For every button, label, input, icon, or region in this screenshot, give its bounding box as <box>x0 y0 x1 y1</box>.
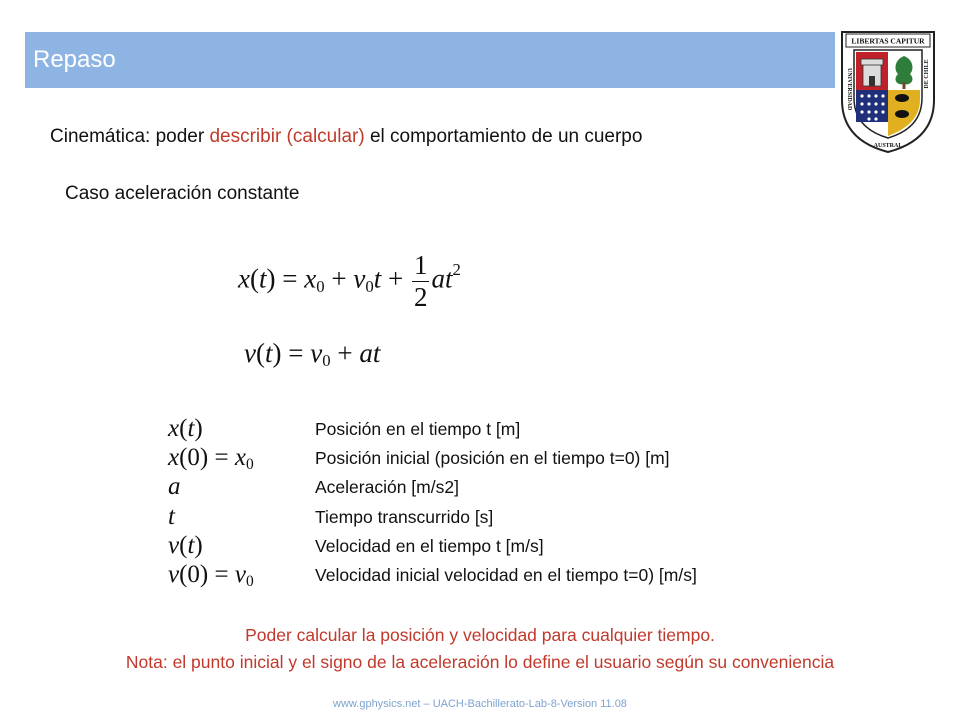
symbol-velocity: v(t) <box>168 531 203 559</box>
footer-text: www.gphysics.net – UACH-Bachillerato-Lab-8-Version 11.08 <box>333 698 627 710</box>
description-initial-position: Posición inicial (posición en el tiempo t=0) [m] <box>315 448 670 469</box>
symbol-time: t <box>168 502 175 530</box>
title-bar <box>25 32 835 88</box>
conclusion-line-1: Poder calcular la posición y velocidad para cualquier tiempo. <box>245 625 715 645</box>
description-time: Tiempo transcurrido [s] <box>315 506 494 527</box>
logo-bottom-text: AUSTRAL <box>873 143 903 149</box>
variable-description-list <box>315 415 835 590</box>
velocity-equation: $v(t) = v_0$ + at <box>244 338 381 371</box>
description-acceleration: Aceleración [m/s2] <box>315 477 459 498</box>
description-position: Posición en el tiempo t [m] <box>315 419 521 439</box>
section-subtitle: Caso aceleración constante <box>65 183 300 204</box>
logo-left-text: UNIVERSIDAD <box>846 68 852 111</box>
symbol-initial-velocity: $v(0) = v_0$ <box>168 560 254 590</box>
description-velocity: Velocidad en el tiempo t [m/s] <box>315 535 544 556</box>
logo-right-text: DE CHILE <box>924 59 930 89</box>
variable-symbol-list <box>168 414 308 589</box>
slide-title: Repaso <box>33 46 116 73</box>
description-initial-velocity: Velocidad inicial velocidad en el tiempo t=0) [m/s] <box>315 564 697 585</box>
symbol-initial-position: $x(0) = x_0$ <box>168 444 254 474</box>
intro-prefix: Cinemática: poder <box>50 126 210 147</box>
intro-suffix: el comportamiento de un cuerpo <box>364 126 643 147</box>
intro-text <box>50 126 642 148</box>
conclusion-text <box>0 622 960 676</box>
position-equation: $x(t) = x_0 + v_0t$ + $\frac{1}{2}$ $at^2$ <box>238 250 461 312</box>
symbol-acceleration: a <box>168 473 181 501</box>
conclusion-line-2: Nota: el punto inicial y el signo de la aceleración lo define el usuario según su conveniencia <box>125 652 835 672</box>
symbol-position: x(t) <box>168 415 203 442</box>
logo-banner-text: LIBERTAS CAPITUR <box>851 36 925 46</box>
intro-highlight: describir (calcular) <box>209 126 365 147</box>
university-crest-logo <box>836 28 940 156</box>
